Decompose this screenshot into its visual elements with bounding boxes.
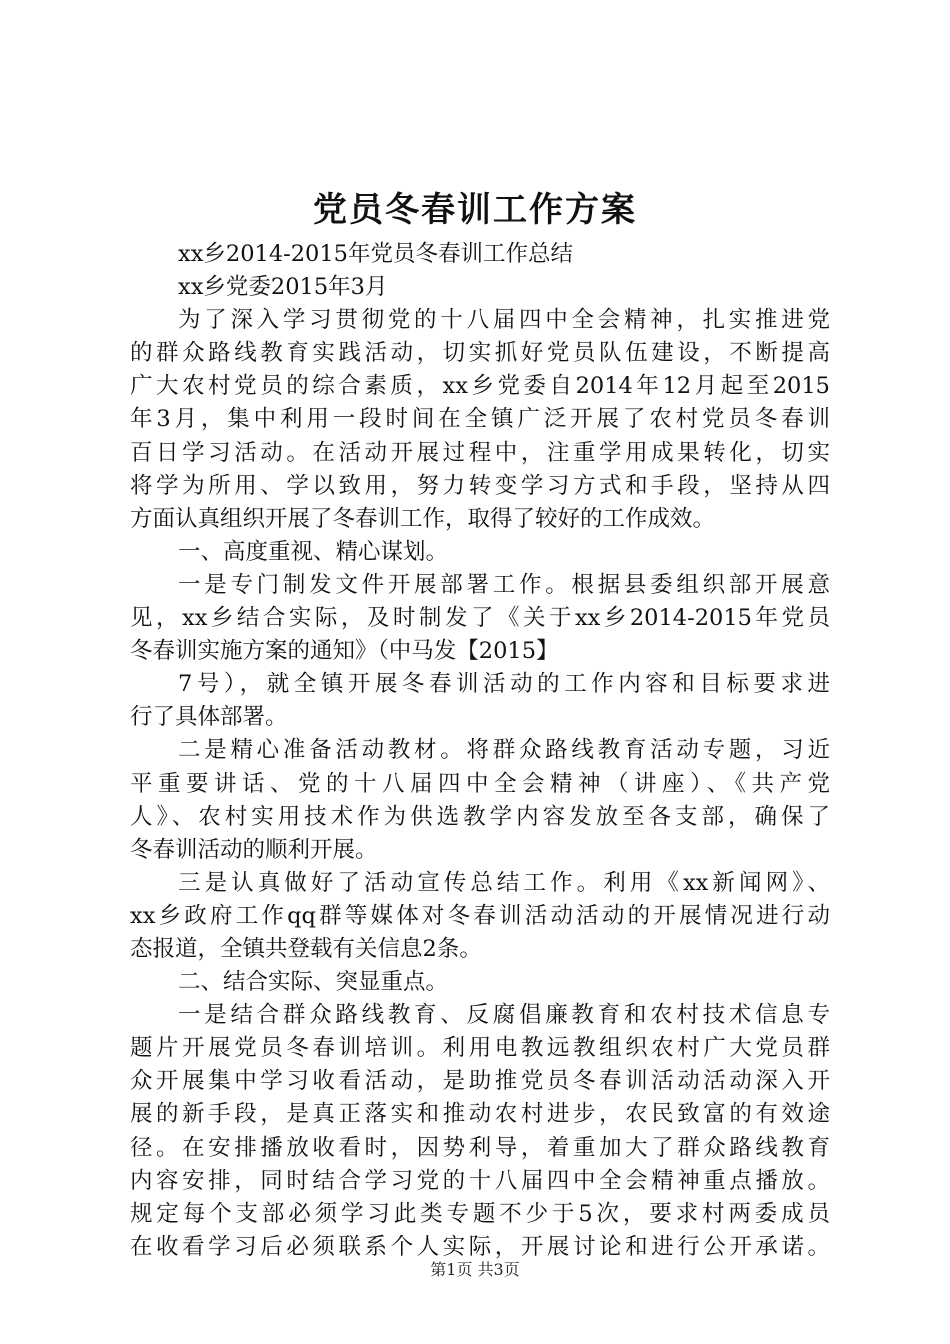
text-line: 三是认真做好了活动宣传总结工作。利用《xx新闻网》、: [178, 869, 830, 896]
text-line: 人》、农村实用技术作为供选教学内容发放至各支部，确保了: [130, 803, 830, 830]
text-line: 题片开展党员冬春训培训。利用电教远教组织农村广大党员群: [130, 1035, 830, 1062]
text-line: 冬春训实施方案的通知》（中马发【2015】: [130, 638, 559, 665]
text-line: 百日学习活动。在活动开展过程中，注重学用成果转化，切实: [130, 439, 830, 466]
text-line: 一是专门制发文件开展部署工作。根据县委组织部开展意: [178, 571, 830, 598]
text-line: 冬春训活动的顺利开展。: [130, 836, 378, 863]
text-line: xx乡党委2015年3月: [178, 274, 388, 301]
text-line: 展的新手段，是真正落实和推动农村进步，农民致富的有效途: [130, 1101, 830, 1128]
text-line: 将学为所用、学以致用，努力转变学习方式和手段，坚持从四: [130, 472, 830, 499]
text-line: 内容安排，同时结合学习党的十八届四中全会精神重点播放。: [130, 1167, 830, 1194]
text-line: 为了深入学习贯彻党的十八届四中全会精神，扎实推进党: [178, 307, 830, 334]
text-line: xx乡2014-2015年党员冬春训工作总结: [178, 241, 574, 267]
document-body: [130, 238, 830, 1264]
text-line: 7号），就全镇开展冬春训活动的工作内容和目标要求进: [178, 671, 830, 698]
text-line: 的群众路线教育实践活动，切实抓好党员队伍建设，不断提高: [130, 340, 830, 367]
text-line: 广大农村党员的综合素质，xx乡党委自2014年12月起至2015: [130, 373, 830, 400]
text-line: 态报道，全镇共登载有关信息2条。: [130, 935, 482, 962]
text-line: 在收看学习后必须联系个人实际，开展讨论和进行公开承诺。: [130, 1233, 830, 1260]
text-line: 行了具体部署。: [130, 704, 288, 731]
text-line: 一是结合群众路线教育、反腐倡廉教育和农村技术信息专: [178, 1002, 830, 1029]
text-line: 二是精心准备活动教材。将群众路线教育活动专题，习近: [178, 737, 830, 764]
text-line: 平重要讲话、党的十八届四中全会精神（讲座）、《共产党: [130, 770, 830, 797]
text-line: 径。在安排播放收看时，因势利导，着重加大了群众路线教育: [130, 1134, 830, 1161]
text-line: 二、结合实际、突显重点。: [178, 969, 449, 996]
text-line: 规定每个支部必须学习此类专题不少于5次，要求村两委成员: [130, 1200, 830, 1227]
text-line: 一、高度重视、精心谋划。: [178, 538, 449, 565]
document-title: 党员冬春训工作方案: [313, 190, 637, 230]
text-line: 方面认真组织开展了冬春训工作，取得了较好的工作成效。: [130, 505, 716, 532]
text-line: 见，xx乡结合实际，及时制发了《关于xx乡2014-2015年党员: [130, 605, 830, 632]
page-footer: 第1页 共3页: [430, 1260, 520, 1279]
text-line: 众开展集中学习收看活动，是助推党员冬春训活动活动深入开: [130, 1068, 830, 1095]
text-line: 年3月，集中利用一段时间在全镇广泛开展了农村党员冬春训: [130, 406, 830, 433]
text-line: xx乡政府工作qq群等媒体对冬春训活动活动的开展情况进行动: [130, 902, 830, 929]
